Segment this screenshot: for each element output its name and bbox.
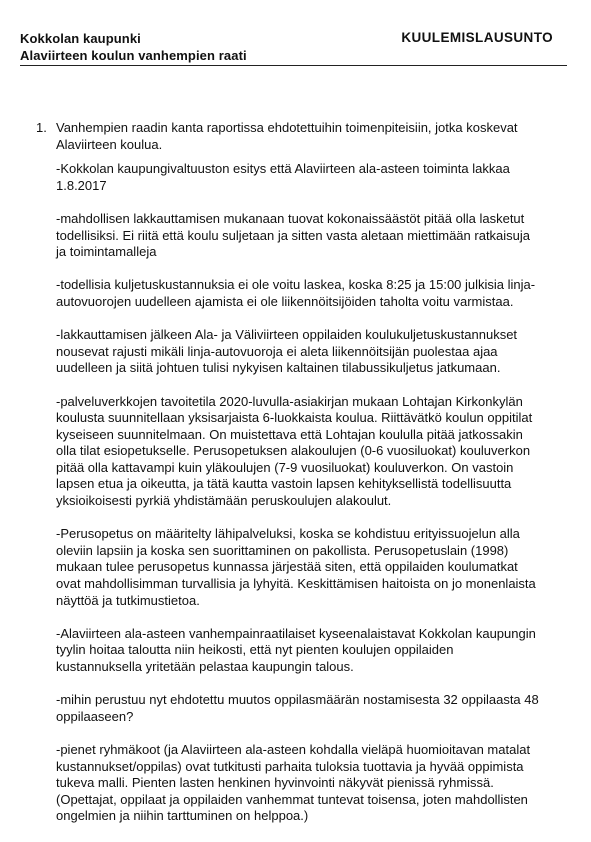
text-line: Alaviirteen koulua. xyxy=(56,136,163,152)
text-line: yksioikoisesti pyrkiä yhdistämään peruskoulujen alakoulut. xyxy=(56,493,392,509)
text-line: tukeva malli. Pienten lasten henkinen hyvinvointi näkyvät pienissä ryhmissä. xyxy=(56,775,494,791)
text-line: 1.8.2017 xyxy=(56,177,107,193)
text-line: -palveluverkkojen tavoitetila 2020-luvulla-asiakirjan mukaan Lohtajan Kirkonkylän xyxy=(56,393,523,409)
text-line: koulusta suunnitellaan yksisarjaista 6-luokkaista koulua. Riittävätkö koulun oppitilat xyxy=(56,410,533,426)
paragraph xyxy=(56,526,576,609)
text-line: -pienet ryhmäkoot (ja Alaviirteen ala-asteen kohdalla vieläpä huomioitavan matalat xyxy=(56,741,531,757)
council-name: Alaviirteen koulun vanhempien raati xyxy=(20,48,247,63)
text-line: mukaan tulee perusopetus kunnassa järjestää siten, että oppilaiden koulumatkat xyxy=(56,559,518,575)
text-line: Vanhempien raadin kanta raportissa ehdotettuihin toimenpiteisiin, jotka koskevat xyxy=(56,120,518,135)
text-line: kustannuksella yritetään pelastaa kaupungin talous. xyxy=(56,659,354,674)
document-header xyxy=(20,30,567,64)
paragraph xyxy=(56,327,576,377)
text-line: -Kokkolan kaupungivaltuuston esitys että Alaviirteen ala-asteen toiminta lakkaa xyxy=(56,161,510,177)
paragraph xyxy=(56,120,576,153)
paragraph xyxy=(56,394,576,510)
paragraph xyxy=(56,742,576,825)
paragraph xyxy=(56,211,576,261)
text-line: -Alaviirteen ala-asteen vanhempainraatilaiset kyseenalaistavat Kokkolan kaupungin xyxy=(56,625,536,641)
paragraph xyxy=(56,626,576,676)
text-line: uudelleen ja siitä johtuen tulisi nykyisen kaltainen tilabussikuljetus jatkumaan. xyxy=(56,360,501,376)
header-divider xyxy=(20,65,567,66)
text-line: kyseiseen suunnitelmaan. On muistettava että Lohtajan koululla pitää jatkossakin xyxy=(56,426,523,442)
document-body xyxy=(36,120,576,842)
text-line: ja toimintamalleja xyxy=(56,244,157,260)
text-line: olla tilat esiopetukselle. Perusopetuksen alakoulujen (0-6 vuosiluokat) kouluverkon xyxy=(56,443,531,459)
text-line: ongelmien ja niihin tarttuminen on helppoa.) xyxy=(56,808,309,824)
text-line: nousevat rajusti mikäli linja-autovuoroja ei aleta liikennöitsijän puolestaa ajaa xyxy=(56,343,498,359)
text-line: (Opettajat, oppilaat ja oppilaiden vanhemmat tuntevat toisensa, joten mahdollisten xyxy=(56,791,528,807)
text-line: -todellisia kuljetuskustannuksia ei ole voitu laskea, koska 8:25 ja 15:00 julkisia linja- xyxy=(56,277,536,293)
text-line: tyylin hoitaa taloutta niin heikosti, että nyt pienten koulujen oppilaiden xyxy=(56,642,454,658)
text-line: todellisiksi. Ei riitä että koulu suljetaan ja sitten vasta aletaan miettimään ratkaisuja xyxy=(56,227,531,243)
text-line: lapsen etua ja oikeutta, ja tätä kautta vastoin lapsen kehityksellistä todellisuutta xyxy=(56,476,512,492)
text-line: autovuorojen uudelleen ajamista ei ole liikennöitsijöiden taholta voitu varmistaa. xyxy=(56,293,514,309)
text-line: näyttöä ja tutkimustietoa. xyxy=(56,592,200,608)
paragraph xyxy=(56,161,576,194)
paragraph xyxy=(56,692,576,725)
paragraph xyxy=(56,277,576,310)
text-line: kustannukset/oppilas) ovat tutkitusti parhaita tuloksia tuottavia ja hyvää oppimista xyxy=(56,758,524,774)
text-line: ovat mahdollisimman turvallisia ja lyhyitä. Keskittämisen haitoista on jo monenlaista xyxy=(56,576,536,592)
document-type: KUULEMISLAUSUNTO xyxy=(401,30,553,45)
organization-name: Kokkolan kaupunki xyxy=(20,31,141,46)
text-line: -mihin perustuu nyt ehdotettu muutos oppilasmäärän nostamisesta 32 oppilaasta 48 xyxy=(56,692,539,708)
item-number: 1. xyxy=(36,120,47,135)
paragraph-list xyxy=(36,120,576,825)
text-line: -lakkauttamisen jälkeen Ala- ja Väliviirteen oppilaiden koulukuljetuskustannukset xyxy=(56,327,518,343)
text-line: -mahdollisen lakkauttamisen mukanaan tuovat kokonaissäästöt pitää olla lasketut xyxy=(56,210,525,226)
text-line: -Perusopetus on määritelty lähipalveluksi, koska se kohdistuu erityissuojelun alla xyxy=(56,526,520,542)
text-line: pitää olla kattavampi kuin yläkoulujen (7-9 vuosiluokat) kouluverkon. On vastoin xyxy=(56,459,514,475)
text-line: oppilaaseen? xyxy=(56,708,134,724)
text-line: oleviin lapsiin ja koska sen suorittaminen on pakollista. Perusopetuslain (1998) xyxy=(56,542,509,558)
